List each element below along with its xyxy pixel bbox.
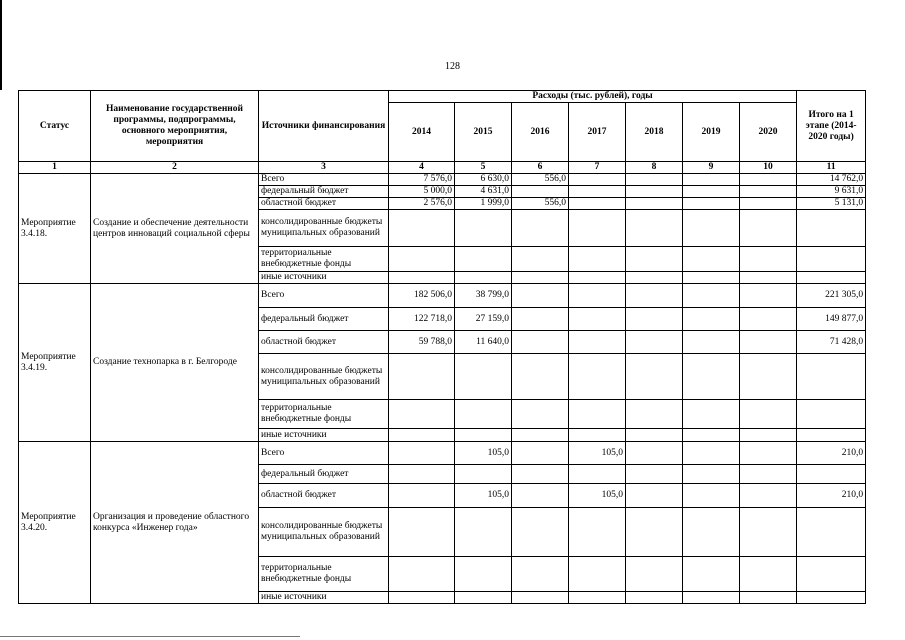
amount-cell (740, 210, 797, 247)
amount-cell: 105,0 (569, 484, 626, 508)
header-expenses: Расходы (тыс. рублей), годы (389, 91, 797, 103)
amount-cell: 4 631,0 (455, 186, 512, 198)
amount-cell (683, 557, 740, 592)
funding-source-cell: территориальные внебюджетные фонды (259, 247, 389, 272)
amount-cell (626, 247, 683, 272)
amount-cell (740, 465, 797, 484)
funding-source-cell: территориальные внебюджетные фонды (259, 557, 389, 592)
amount-cell (389, 400, 455, 429)
amount-cell (455, 210, 512, 247)
amount-cell (512, 465, 569, 484)
amount-cell (626, 308, 683, 331)
header-sources: Источники финансирования (259, 91, 389, 162)
amount-cell (569, 186, 626, 198)
amount-cell (389, 210, 455, 247)
funding-source-cell: областной бюджет (259, 484, 389, 508)
funding-source-cell: территориальные внебюджетные фонды (259, 400, 389, 429)
amount-cell (683, 400, 740, 429)
amount-cell: 122 718,0 (389, 308, 455, 331)
total-cell (797, 247, 866, 272)
amount-cell (455, 592, 512, 604)
amount-cell (626, 174, 683, 186)
column-number: 3 (259, 162, 389, 174)
amount-cell (512, 284, 569, 308)
column-number: 8 (626, 162, 683, 174)
column-number: 10 (740, 162, 797, 174)
amount-cell (740, 592, 797, 604)
amount-cell (512, 557, 569, 592)
amount-cell (569, 272, 626, 284)
amount-cell (569, 508, 626, 557)
amount-cell: 105,0 (455, 484, 512, 508)
total-cell: 210,0 (797, 442, 866, 465)
amount-cell (389, 354, 455, 400)
header-total: Итого на 1 этапе (2014-2020 годы) (797, 91, 866, 162)
scan-edge-mark (0, 0, 2, 90)
amount-cell (740, 284, 797, 308)
funding-source-cell: федеральный бюджет (259, 308, 389, 331)
amount-cell (683, 174, 740, 186)
page-number: 128 (445, 61, 460, 72)
amount-cell (512, 186, 569, 198)
amount-cell (389, 592, 455, 604)
funding-source-cell: иные источники (259, 272, 389, 284)
total-cell: 221 305,0 (797, 284, 866, 308)
amount-cell (455, 557, 512, 592)
amount-cell (740, 272, 797, 284)
total-cell (797, 210, 866, 247)
funding-source-cell: консолидированные бюджеты муниципальных образований (259, 354, 389, 400)
status-cell: Мероприятие 3.4.19. (19, 284, 91, 442)
amount-cell (569, 284, 626, 308)
amount-cell (683, 308, 740, 331)
amount-cell: 105,0 (569, 442, 626, 465)
table-body (19, 174, 866, 604)
column-number: 1 (19, 162, 91, 174)
table-row (19, 284, 866, 308)
header-year: 2015 (455, 103, 512, 162)
column-number: 7 (569, 162, 626, 174)
status-cell: Мероприятие 3.4.20. (19, 442, 91, 604)
amount-cell (626, 198, 683, 210)
amount-cell (389, 442, 455, 465)
amount-cell (740, 484, 797, 508)
funding-source-cell: Всего (259, 174, 389, 186)
measure-name-cell: Создание и обеспечение деятельности центров инноваций социальной сферы (91, 174, 259, 284)
amount-cell (389, 484, 455, 508)
measure-name-cell: Создание технопарка в г. Белгороде (91, 284, 259, 442)
amount-cell (389, 465, 455, 484)
column-number: 6 (512, 162, 569, 174)
status-cell: Мероприятие 3.4.18. (19, 174, 91, 284)
amount-cell (740, 331, 797, 354)
amount-cell (626, 284, 683, 308)
amount-cell (683, 508, 740, 557)
amount-cell: 2 576,0 (389, 198, 455, 210)
amount-cell (740, 247, 797, 272)
amount-cell (512, 331, 569, 354)
amount-cell (740, 508, 797, 557)
amount-cell (626, 331, 683, 354)
amount-cell (683, 484, 740, 508)
amount-cell (455, 508, 512, 557)
amount-cell (455, 247, 512, 272)
amount-cell: 182 506,0 (389, 284, 455, 308)
total-cell: 9 631,0 (797, 186, 866, 198)
amount-cell (626, 186, 683, 198)
amount-cell (455, 272, 512, 284)
amount-cell: 1 999,0 (455, 198, 512, 210)
amount-cell (683, 210, 740, 247)
header-year: 2019 (683, 103, 740, 162)
amount-cell: 27 159,0 (455, 308, 512, 331)
total-cell: 71 428,0 (797, 331, 866, 354)
column-number: 5 (455, 162, 512, 174)
amount-cell (512, 308, 569, 331)
amount-cell (683, 198, 740, 210)
column-number: 4 (389, 162, 455, 174)
amount-cell (626, 484, 683, 508)
funding-source-cell: иные источники (259, 592, 389, 604)
amount-cell (455, 400, 512, 429)
amount-cell (512, 442, 569, 465)
amount-cell (569, 400, 626, 429)
amount-cell (569, 557, 626, 592)
amount-cell (569, 465, 626, 484)
amount-cell (389, 272, 455, 284)
amount-cell (740, 354, 797, 400)
total-cell (797, 592, 866, 604)
amount-cell (569, 592, 626, 604)
amount-cell (512, 272, 569, 284)
header-year: 2016 (512, 103, 569, 162)
amount-cell (683, 592, 740, 604)
total-cell (797, 272, 866, 284)
amount-cell (569, 308, 626, 331)
amount-cell (740, 174, 797, 186)
amount-cell (626, 442, 683, 465)
amount-cell (512, 429, 569, 442)
amount-cell (512, 484, 569, 508)
total-cell (797, 508, 866, 557)
amount-cell (740, 557, 797, 592)
amount-cell (740, 429, 797, 442)
amount-cell: 11 640,0 (455, 331, 512, 354)
amount-cell (569, 210, 626, 247)
column-number: 2 (91, 162, 259, 174)
total-cell (797, 429, 866, 442)
amount-cell (389, 429, 455, 442)
header-year: 2018 (626, 103, 683, 162)
total-cell: 210,0 (797, 484, 866, 508)
amount-cell (683, 354, 740, 400)
amount-cell (626, 272, 683, 284)
amount-cell: 556,0 (512, 174, 569, 186)
funding-source-cell: Всего (259, 442, 389, 465)
amount-cell (626, 210, 683, 247)
amount-cell (626, 400, 683, 429)
funding-source-cell: федеральный бюджет (259, 465, 389, 484)
amount-cell (512, 247, 569, 272)
amount-cell (740, 198, 797, 210)
total-cell: 14 762,0 (797, 174, 866, 186)
amount-cell (740, 308, 797, 331)
amount-cell: 38 799,0 (455, 284, 512, 308)
amount-cell (740, 442, 797, 465)
header-year: 2020 (740, 103, 797, 162)
measure-name-cell: Организация и проведение областного конкурса «Инженер года» (91, 442, 259, 604)
amount-cell (683, 331, 740, 354)
amount-cell (389, 557, 455, 592)
funding-source-cell: иные источники (259, 429, 389, 442)
amount-cell (626, 429, 683, 442)
funding-source-cell: областной бюджет (259, 198, 389, 210)
amount-cell: 556,0 (512, 198, 569, 210)
total-cell: 149 877,0 (797, 308, 866, 331)
amount-cell (626, 508, 683, 557)
amount-cell (389, 508, 455, 557)
amount-cell (569, 247, 626, 272)
amount-cell: 59 788,0 (389, 331, 455, 354)
amount-cell (512, 400, 569, 429)
amount-cell: 5 000,0 (389, 186, 455, 198)
total-cell (797, 400, 866, 429)
amount-cell (512, 354, 569, 400)
amount-cell (455, 354, 512, 400)
column-number: 9 (683, 162, 740, 174)
funding-source-cell: консолидированные бюджеты муниципальных образований (259, 508, 389, 557)
amount-cell (512, 210, 569, 247)
table-row (19, 442, 866, 465)
amount-cell (683, 284, 740, 308)
header-year: 2014 (389, 103, 455, 162)
funding-source-cell: Всего (259, 284, 389, 308)
amount-cell (683, 442, 740, 465)
funding-source-cell: областной бюджет (259, 331, 389, 354)
amount-cell: 7 576,0 (389, 174, 455, 186)
scan-edge-mark (0, 636, 300, 637)
amount-cell (455, 465, 512, 484)
header-year: 2017 (569, 103, 626, 162)
total-cell (797, 465, 866, 484)
amount-cell (626, 592, 683, 604)
amount-cell (626, 354, 683, 400)
amount-cell (626, 465, 683, 484)
amount-cell (740, 186, 797, 198)
budget-table (18, 90, 866, 604)
amount-cell (683, 272, 740, 284)
total-cell (797, 557, 866, 592)
amount-cell (512, 592, 569, 604)
header-status: Статус (19, 91, 91, 162)
table-row (19, 174, 866, 186)
amount-cell (569, 198, 626, 210)
funding-source-cell: консолидированные бюджеты муниципальных образований (259, 210, 389, 247)
amount-cell (569, 354, 626, 400)
amount-cell (683, 465, 740, 484)
amount-cell (740, 400, 797, 429)
header-name: Наименование государственной программы, подпрограммы, основного мероприятия, мероприятия (91, 91, 259, 162)
total-cell (797, 354, 866, 400)
funding-source-cell: федеральный бюджет (259, 186, 389, 198)
column-number: 11 (797, 162, 866, 174)
amount-cell (683, 429, 740, 442)
amount-cell (569, 331, 626, 354)
amount-cell (569, 429, 626, 442)
amount-cell: 105,0 (455, 442, 512, 465)
amount-cell (389, 247, 455, 272)
amount-cell (683, 186, 740, 198)
total-cell: 5 131,0 (797, 198, 866, 210)
amount-cell (512, 508, 569, 557)
amount-cell (569, 174, 626, 186)
amount-cell (626, 557, 683, 592)
amount-cell: 6 630,0 (455, 174, 512, 186)
amount-cell (455, 429, 512, 442)
amount-cell (683, 247, 740, 272)
